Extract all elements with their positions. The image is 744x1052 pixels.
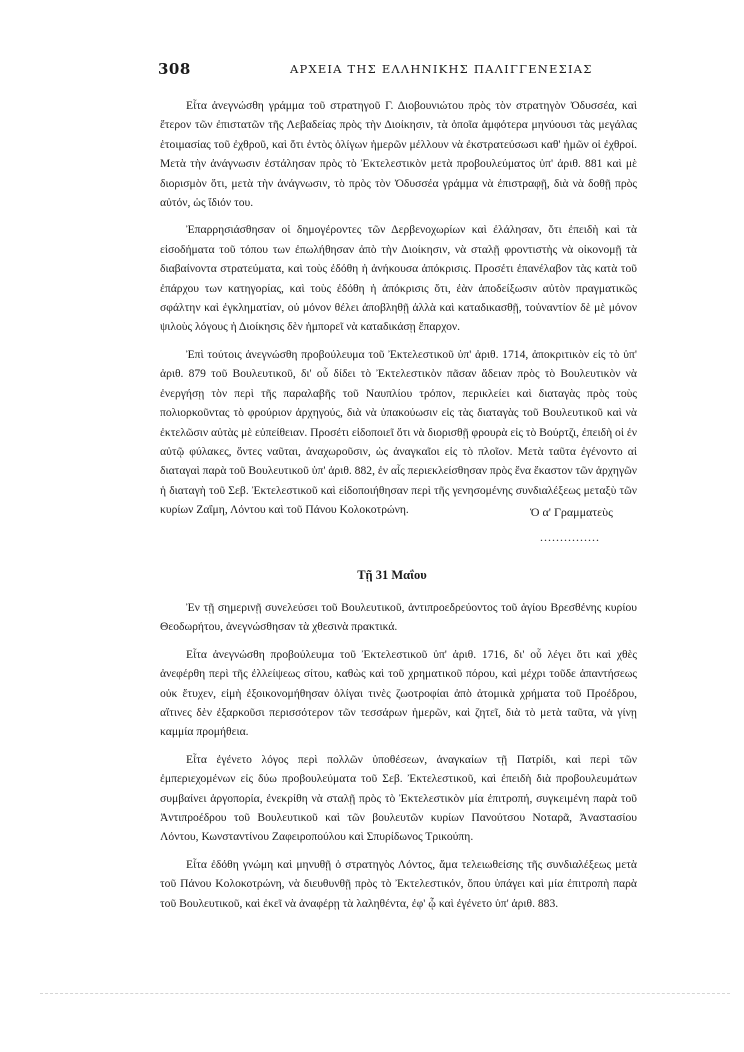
paragraph: Εἶτα ἐγένετο λόγος περὶ πολλῶν ὑποθέσεων, ἀναγκαίων τῇ Πατρίδι, καὶ περὶ τῶν ἐμπεριεχομένων εἰς δύω προβουλεύματα τοῦ Σεβ. Ἐκτελεστικοῦ, καὶ ἐπειδὴ διὰ προβουλευμάτων συμβαίνει ἀργοπορία, ἐνεκρίθη νὰ σταλῇ πρὸς τὸ Ἐκτελεστικὸν μία ἐπιτροπή, συγκειμένη παρὰ τοῦ Ἀντιπροέδρου τοῦ Βουλευτικοῦ καὶ τῶν βουλευτῶν κυρίων Πανούτσου Νοταρᾶ, Ἀναστασίου Λόντου, Κωνσταντίνου Ζαφειροπούλου καὶ Σπυρίδωνος Τρικούπη. bbox=[160, 752, 637, 844]
paragraph: Ἐπαρρησιάσθησαν οἱ δημογέροντες τῶν Δερβενοχωρίων καὶ ἐλάλησαν, ὅτι ἐπειδὴ καὶ τὰ εἰσοδήματα τοῦ τόπου των ἐπωλήθησαν ἀπὸ τὴν Διοίκησιν, νὰ σταλῇ φροντιστὴς νὰ οἰκονομῇ τὰ διαβαίνοντα στρατεύματα, καὶ τοὺς ἐδόθη ἡ ἀνήκουσα ἀπόκρισις. Προσέτι ἐπανέλαβον τὰς κατὰ τοῦ ἐπάρχου των κατηγορίας, καὶ τοὺς ἐδόθη ἡ ἀπόκρισις ὅτι, ἐὰν ἀποδείξωσιν αὐτὸν πραγματικῶς σφάλτην καὶ ἐγκληματίαν, οὐ μόνον θέλει ἀποβληθῇ ἀλλὰ καὶ καταδικασθῇ, τοὐναντίον δὲ μὲ μόνον ψιλοὺς λόγους ἡ Διοίκησις δὲν ἠμπορεῖ νὰ καταδικάσῃ ἔπαρχον. bbox=[160, 223, 637, 334]
scan-artifact-line bbox=[40, 993, 730, 995]
paragraph: Εἶτα ἐδόθη γνώμη καὶ μηνυθῇ ὁ στρατηγὸς Λόντος, ἅμα τελειωθείσης τῆς συνδιαλέξεως μετὰ τοῦ Πάνου Κολοκοτρώνη, νὰ διευθυνθῇ πρὸς τὸ Ἐκτελεστικόν, ὅπου ὑπάγει καὶ μία ἐπιτροπὴ παρὰ τοῦ Βουλευτικοῦ, καὶ ἐκεῖ νὰ ἀναφέρῃ τὰ λαληθέντα, ἐφ' ᾧ καὶ ἐγένετο ὑπ' ἀριθ. 883. bbox=[160, 857, 637, 910]
paragraph: Εἶτα ἀνεγνώσθη προβούλευμα τοῦ Ἐκτελεστικοῦ ὑπ' ἀριθ. 1716, δι' οὗ λέγει ὅτι καὶ χθὲς ἀνεφέρθη περὶ τῆς ἐλλείψεως σίτου, καθὼς καὶ τοῦ χρηματικοῦ πόρου, καὶ μέχρι τοῦδε ἀπαντήσεως οὐκ ἔτυχεν, εἰμὴ ἐξοικονομήθησαν ὀλίγαι τινὲς ζωοτροφίαι ἀπὸ ἀτομικὰ χρήματα τοῦ Προέδρου, αἵτινες δὲν ἐξαρκοῦσι περισσότερον τῶν τεσσάρων ἡμερῶν, καὶ ζητεῖ, διὰ τὸ μετὰ ταῦτα, νὰ γίνῃ καμμία προμήθεια. bbox=[160, 647, 637, 739]
secretary-signature: Ὁ α' Γραμματεὺς bbox=[530, 505, 613, 519]
paragraph: Ἐν τῇ σημερινῇ συνελεύσει τοῦ Βουλευτικοῦ, ἀντιπροεδρεύοντος τοῦ ἁγίου Βρεσθένης κυρίου Θεοδωρήτου, ἀνεγνώσθησαν τὰ χθεσινὰ πρακτικά. bbox=[160, 601, 637, 634]
paragraph: Εἶτα ἀνεγνώσθη γράμμα τοῦ στρατηγοῦ Γ. Διοβουνιώτου πρὸς τὸν στρατηγὸν Ὀδυσσέα, καὶ ἕτερον τῶν ἐπιστατῶν τῆς Λεβαδείας πρὸς τὴν Διοίκησιν, τὰ ὁποῖα ἀμφότερα μηνύουσι τὰς μεγάλας ἑτοιμασίας τοῦ ἐχθροῦ, καὶ ὅτι ἐντὸς ὀλίγων ἡμερῶν μέλλουν νὰ ἐκστρατεύσωσι καθ' ἡμῶν οἱ ἐχθροί. Μετὰ τὴν ἀνάγνωσιν ἐστάλησαν πρὸς τὸ Ἐκτελεστικὸν μετὰ προβουλεύματος ὑπ' ἀριθ. 881 καὶ μὲ διορισμὸν ὅτι, μετὰ τὴν ἀνάγνωσιν, τὸ πρὸς τὸν Ὀδυσσέα γράμμα νὰ ἐπιστραφῇ, διὰ νὰ δοθῇ πρὸς αὐτόν, ὡς ἴδιόν του. bbox=[160, 99, 637, 210]
page-number: 308 bbox=[158, 60, 191, 78]
date-heading: Τῇ 31 Μαΐου bbox=[357, 568, 427, 582]
page-header bbox=[140, 60, 625, 80]
signature-dots: ............... bbox=[540, 530, 600, 544]
minutes-part-one bbox=[160, 96, 637, 528]
running-title: ΑΡΧΕΙΑ ΤΗΣ ΕΛΛΗΝΙΚΗΣ ΠΑΛΙΓΓΕΝΕΣΙΑΣ bbox=[290, 62, 593, 76]
minutes-part-two bbox=[160, 598, 637, 921]
paragraph: Ἐπὶ τούτοις ἀνεγνώσθη προβούλευμα τοῦ Ἐκτελεστικοῦ ὑπ' ἀριθ. 1714, ἀποκριτικὸν εἰς τὸ ὑπ' ἀριθ. 879 τοῦ Βουλευτικοῦ, δι' οὗ δίδει τὸ Ἐκτελεστικὸν πᾶσαν ἄδειαν πρὸς τὸ Βουλευτικὸν νὰ ἐνεργήσῃ τὸν περὶ τῆς παραλαβῆς τοῦ Ναυπλίου τρόπον, περικλείει καὶ διαταγὰς πρὸς τοὺς πολιορκοῦντας τὸ φρούριον ἀρχηγούς, διὰ νὰ ὑπακούωσιν εἰς τὰς διαταγὰς τοῦ Βουλευτικοῦ καὶ νὰ ἐκτελῶσιν αὐτὰς μὲ εὐπείθειαν. Προσέτι εἰδοποιεῖ ὅτι νὰ διορισθῇ φρουρὰ εἰς τὸ Βούρτζι, ἐπειδὴ οἱ ἐν αὐτῷ φύλακες, ὄντες ναῦται, ἀναχωροῦσιν, ὡς ἀναγκαῖοι εἰς τὸ πλοῖον. Μετὰ ταῦτα ἐγένοντο αἱ διαταγαὶ παρὰ τοῦ Βουλευτικοῦ ὑπ' ἀριθ. 882, ἐν αἷς περιεκλείσθησαν πρὸς ἕνα ἕκαστον τῶν ἀρχηγῶν ἡ διαταγὴ τοῦ Σεβ. Ἐκτελεστικοῦ καὶ εἰδοποιήθησαν περὶ τῆς γενησομένης συνδιαλέξεως μεταξὺ τῶν κυρίων Ζαΐμη, Λόντου καὶ τοῦ Πάνου Κολοκοτρώνη. bbox=[160, 347, 637, 517]
